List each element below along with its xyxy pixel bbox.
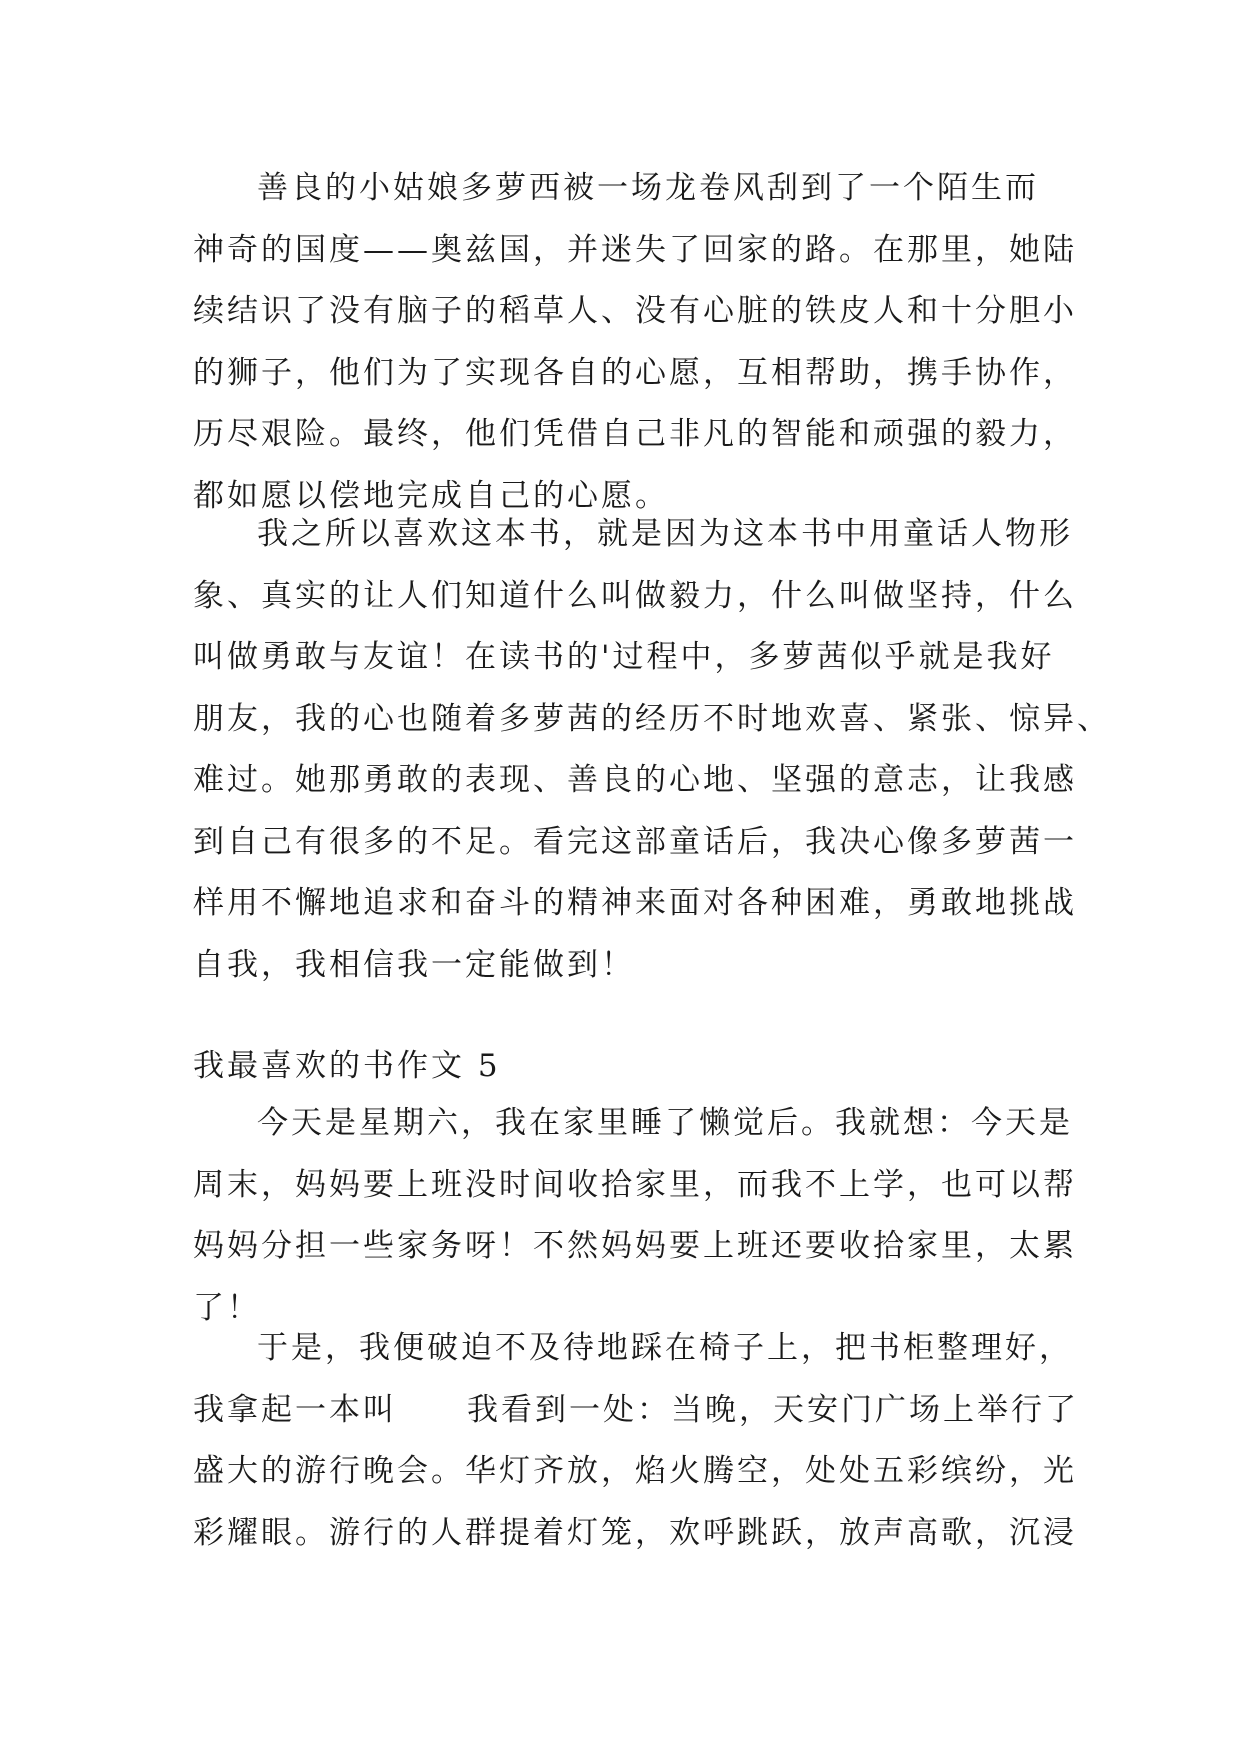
paragraph-line: 样用不懈地追求和奋斗的精神来面对各种困难，勇敢地挑战: [193, 885, 1077, 921]
paragraph-line: 了！: [193, 1289, 261, 1326]
paragraph-1: [193, 158, 1077, 527]
paragraph-line: 叫做勇敢与友谊！在读书的'过程中，多萝茜似乎就是我好: [193, 639, 1055, 675]
paragraph-line: 周末，妈妈要上班没时间收拾家里，而我不上学，也可以帮: [193, 1166, 1077, 1203]
paragraph-line: 都如愿以偿地完成自己的心愿。: [193, 477, 669, 514]
paragraph-line: 朋友，我的心也随着多萝茜的经历不时地欢喜、紧张、惊异、: [193, 700, 1111, 737]
paragraph-line: 难过。她那勇敢的表现、善良的心地、坚强的意志，让我感: [193, 762, 1077, 798]
paragraph-4: [193, 1318, 1079, 1564]
paragraph-line: 彩耀眼。游行的人群提着灯笼，欢呼跳跃，放声高歌，沉浸: [193, 1514, 1077, 1551]
paragraph-line: 象、真实的让人们知道什么叫做毅力，什么叫做坚持，什么: [193, 577, 1077, 614]
paragraph-line: 今天是星期六，我在家里睡了懒觉后。我就想：今天是: [257, 1105, 1073, 1141]
paragraph-line: 我之所以喜欢这本书，就是因为这本书中用童话人物形: [257, 516, 1073, 552]
paragraph-line: 于是，我便破迫不及待地踩在椅子上，把书柜整理好，: [257, 1330, 1073, 1366]
paragraph-fragment: 我拿起一本叫: [193, 1391, 397, 1428]
paragraph-2: [193, 504, 1111, 996]
paragraph-line: 的狮子，他们为了实现各自的心愿，互相帮助，携手协作，: [193, 354, 1077, 391]
paragraph-line: 到自己有很多的不足。看完这部童话后，我决心像多萝茜一: [193, 823, 1077, 860]
paragraph-3: [193, 1093, 1077, 1339]
paragraph-line: 神奇的国度——奥兹国，并迷失了回家的路。在那里，她陆: [193, 231, 1077, 268]
paragraph-line: 续结识了没有脑子的稻草人、没有心脏的铁皮人和十分胆小: [193, 293, 1077, 329]
section-heading: 我最喜欢的书作文 5: [193, 1048, 501, 1084]
paragraph-line: 历尽艰险。最终，他们凭借自己非凡的智能和顽强的毅力，: [193, 416, 1077, 452]
paragraph-line: 妈妈分担一些家务呀！不然妈妈要上班还要收拾家里，太累: [193, 1228, 1077, 1264]
paragraph-line: 善良的小姑娘多萝西被一场龙卷风刮到了一个陌生而: [257, 170, 1039, 206]
paragraph-line-split: [193, 1380, 1079, 1442]
paragraph-line: 盛大的游行晚会。华灯齐放，焰火腾空，处处五彩缤纷，光: [193, 1453, 1077, 1489]
section-heading-block: [193, 1036, 1073, 1098]
paragraph-fragment: 我看到一处：当晚，天安门广场上举行了: [467, 1391, 1079, 1428]
paragraph-line: 自我，我相信我一定能做到！: [193, 946, 635, 983]
